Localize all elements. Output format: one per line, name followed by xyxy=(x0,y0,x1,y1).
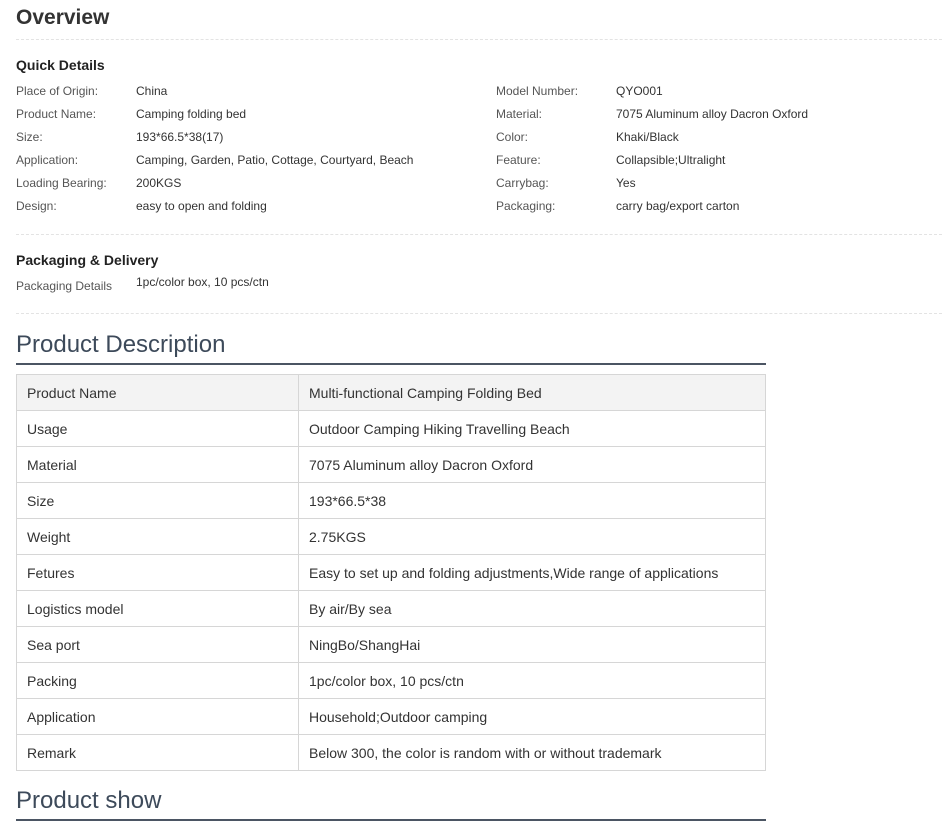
table-row xyxy=(17,663,766,699)
table-row xyxy=(17,519,766,555)
table-row xyxy=(17,591,766,627)
table-cell-value: Easy to set up and folding adjustments,Wide range of applications xyxy=(299,555,766,591)
quick-details-title: Quick Details xyxy=(16,57,105,73)
attr-row xyxy=(16,276,416,296)
table-cell-label: Usage xyxy=(17,411,299,447)
table-cell-label: Size xyxy=(17,483,299,519)
attr-value: Camping folding bed xyxy=(136,107,247,121)
table-cell-label: Logistics model xyxy=(17,591,299,627)
table-row xyxy=(17,483,766,519)
attr-value: QYO001 xyxy=(616,84,663,98)
table-cell-label: Material xyxy=(17,447,299,483)
packaging-delivery-title: Packaging & Delivery xyxy=(16,252,159,268)
table-cell-value: Multi-functional Camping Folding Bed xyxy=(299,375,766,411)
attr-value: 7075 Aluminum alloy Dacron Oxford xyxy=(616,107,809,121)
divider xyxy=(16,234,942,235)
attr-key: Material: xyxy=(496,107,543,121)
attr-value: carry bag/export carton xyxy=(616,199,740,213)
attr-key: Place of Origin: xyxy=(16,84,99,98)
table-row xyxy=(17,411,766,447)
attr-key: Color: xyxy=(496,130,529,144)
table-row xyxy=(17,375,766,411)
attr-value: Yes xyxy=(616,176,636,190)
table-cell-value: Outdoor Camping Hiking Travelling Beach xyxy=(299,411,766,447)
attr-key: Loading Bearing: xyxy=(16,176,107,190)
table-row xyxy=(17,699,766,735)
table-cell-label: Product Name xyxy=(17,375,299,411)
attr-value: 193*66.5*38(17) xyxy=(136,130,224,144)
table-cell-label: Packing xyxy=(17,663,299,699)
attr-value: Collapsible;Ultralight xyxy=(616,153,726,167)
attr-key: Design: xyxy=(16,199,57,213)
table-row xyxy=(17,627,766,663)
table-cell-value: 2.75KGS xyxy=(299,519,766,555)
table-cell-value: NingBo/ShangHai xyxy=(299,627,766,663)
overview-title: Overview xyxy=(16,6,110,29)
attr-key: Packaging Details xyxy=(16,279,113,293)
attr-key: Packaging: xyxy=(496,199,556,213)
product-description-heading: Product Description xyxy=(16,330,766,365)
table-cell-value: 7075 Aluminum alloy Dacron Oxford xyxy=(299,447,766,483)
product-show-heading: Product show xyxy=(16,786,766,821)
table-row xyxy=(17,555,766,591)
attr-key: Model Number: xyxy=(496,84,579,98)
table-row xyxy=(17,447,766,483)
attr-key: Product Name: xyxy=(16,107,97,121)
table-cell-value: 1pc/color box, 10 pcs/ctn xyxy=(299,663,766,699)
attr-value: 1pc/color box, 10 pcs/ctn xyxy=(136,275,269,289)
attr-key: Carrybag: xyxy=(496,176,549,190)
table-cell-label: Remark xyxy=(17,735,299,771)
attr-value: China xyxy=(136,84,168,98)
table-cell-label: Weight xyxy=(17,519,299,555)
table-cell-value: Household;Outdoor camping xyxy=(299,699,766,735)
table-row xyxy=(17,735,766,771)
attr-key: Application: xyxy=(16,153,79,167)
attr-value: 200KGS xyxy=(136,176,182,190)
attr-value: Camping, Garden, Patio, Cottage, Courtyard, Beach xyxy=(136,153,414,167)
table-cell-label: Fetures xyxy=(17,555,299,591)
divider xyxy=(16,313,942,314)
table-cell-label: Sea port xyxy=(17,627,299,663)
table-cell-value: Below 300, the color is random with or without trademark xyxy=(299,735,766,771)
attr-key: Size: xyxy=(16,130,43,144)
table-cell-value: 193*66.5*38 xyxy=(299,483,766,519)
attr-value: Khaki/Black xyxy=(616,130,679,144)
divider xyxy=(16,39,942,40)
attr-key: Feature: xyxy=(496,153,541,167)
table-cell-value: By air/By sea xyxy=(299,591,766,627)
table-cell-label: Application xyxy=(17,699,299,735)
product-description-table xyxy=(16,374,766,771)
attr-value: easy to open and folding xyxy=(136,199,267,213)
